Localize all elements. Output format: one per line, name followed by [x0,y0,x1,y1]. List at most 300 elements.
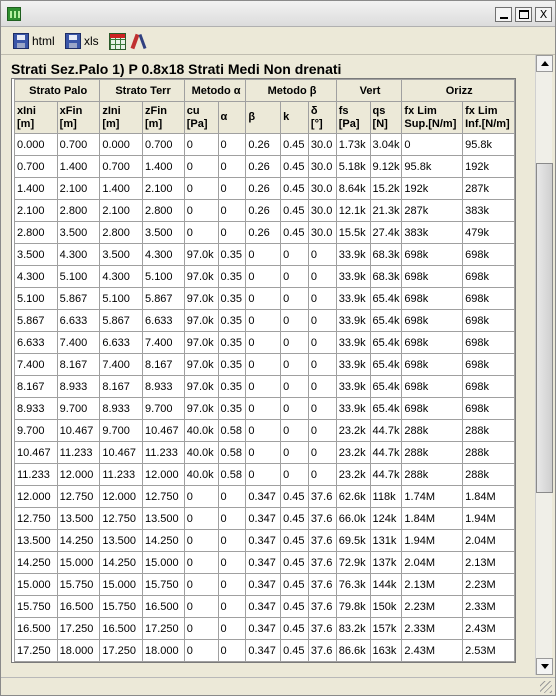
table-cell: 2.33M [463,596,515,618]
table-cell: 4.300 [100,266,143,288]
table-cell: 30.0 [308,134,336,156]
table-cell: 0 [184,508,218,530]
column-header[interactable] [463,102,515,134]
table-cell: 11.233 [143,442,185,464]
table-cell: 192k [463,156,515,178]
table-cell: 0.000 [15,134,58,156]
table-cell: 1.400 [15,178,58,200]
table-row [15,486,515,508]
table-cell: 65.4k [370,288,402,310]
table-cell: 17.250 [143,618,185,640]
table-row [15,640,515,662]
table-cell: 2.13M [402,574,463,596]
table-cell: 0.45 [281,574,309,596]
table-row [15,618,515,640]
table-cell: 7.400 [57,332,100,354]
table-row [15,420,515,442]
table-cell: 40.0k [184,420,218,442]
table-cell: 698k [402,398,463,420]
column-header-unit: [Pa] [338,117,360,130]
export-xls-button[interactable] [65,30,99,52]
table-cell: 0 [184,618,218,640]
table-cell: 0 [281,244,309,266]
table-cell: 97.0k [184,398,218,420]
table-cell: 8.933 [15,398,58,420]
table-cell: 0 [218,640,246,662]
column-header-unit: [Pa] [186,117,208,130]
table-cell: 0.35 [218,376,246,398]
scrollbar-thumb[interactable] [536,163,553,493]
table-row [15,310,515,332]
table-cell: 0 [246,376,281,398]
table-cell: 698k [402,288,463,310]
table-cell: 0.26 [246,156,281,178]
table-cell: 0 [281,376,309,398]
table-cell: 18.000 [57,640,100,662]
table-cell: 0.45 [281,596,309,618]
table-cell: 2.23M [402,596,463,618]
table-cell: 12.000 [143,464,185,486]
table-cell: 68.3k [370,266,402,288]
table-cell: 15.5k [336,222,370,244]
table-cell: 13.500 [15,530,58,552]
table-cell: 0 [281,288,309,310]
table-cell: 2.04M [402,552,463,574]
table-cell: 0.347 [246,552,281,574]
table-row [15,288,515,310]
column-header[interactable] [100,102,143,134]
table-cell: 33.9k [336,266,370,288]
table-cell: 15.750 [143,574,185,596]
table-row [15,376,515,398]
table-cell: 65.4k [370,310,402,332]
table-cell: 288k [402,420,463,442]
column-header[interactable] [143,102,185,134]
scroll-down-button[interactable] [536,658,553,675]
column-header-name: xIni [17,104,36,117]
table-cell: 0 [184,640,218,662]
table-cell: 97.0k [184,310,218,332]
column-header-unit: [m] [17,117,35,130]
column-header-name: zIni [102,104,121,117]
table-cell: 79.8k [336,596,370,618]
group-header: Strato Terr [100,80,184,102]
table-cell: 287k [402,200,463,222]
table-cell: 0 [246,244,281,266]
table-cell: 44.7k [370,464,402,486]
table-cell: 2.800 [57,200,100,222]
table-cell: 65.4k [370,354,402,376]
table-cell: 9.700 [143,398,185,420]
results-table [14,79,515,662]
table-cell: 1.84M [402,508,463,530]
table-cell: 5.867 [57,288,100,310]
column-header-name: δ [310,104,318,117]
table-cell: 698k [463,244,515,266]
column-header-row [15,102,515,134]
table-cell: 2.23M [463,574,515,596]
table-cell: 0 [218,508,246,530]
table-cell: 0.45 [281,640,309,662]
table-cell: 23.2k [336,442,370,464]
table-cell: 5.867 [15,310,58,332]
table-cell: 2.43M [463,618,515,640]
table-cell: 2.53M [463,640,515,662]
table-cell: 2.13M [463,552,515,574]
table-cell: 5.18k [336,156,370,178]
table-cell: 37.6 [308,596,336,618]
column-header-name: α [220,111,228,123]
minimize-icon [500,17,508,19]
table-cell: 8.167 [15,376,58,398]
table-cell: 1.74M [402,486,463,508]
table-cell: 40.0k [184,464,218,486]
table-cell: 2.800 [100,222,143,244]
table-cell: 5.100 [57,266,100,288]
table-cell: 0 [308,442,336,464]
table-cell: 698k [402,310,463,332]
table-cell: 0.700 [15,156,58,178]
table-cell: 12.750 [143,486,185,508]
table-cell: 30.0 [308,200,336,222]
table-cell: 0 [281,354,309,376]
table-cell: 479k [463,222,515,244]
table-cell: 0.347 [246,508,281,530]
table-cell: 17.250 [15,640,58,662]
table-cell: 0.45 [281,486,309,508]
table-cell: 0 [281,332,309,354]
export-html-button[interactable] [13,30,55,52]
column-header[interactable] [218,102,246,134]
save-disk-icon [65,33,81,49]
table-cell: 157k [370,618,402,640]
table-cell: 0.45 [281,530,309,552]
table-cell: 5.100 [143,266,185,288]
table-cell: 8.64k [336,178,370,200]
table-row [15,508,515,530]
table-cell: 118k [370,486,402,508]
table-row [15,156,515,178]
table-cell: 0.35 [218,244,246,266]
table-row [15,266,515,288]
table-cell: 0.58 [218,442,246,464]
maximize-button[interactable] [515,7,532,22]
table-cell: 15.000 [15,574,58,596]
table-cell: 163k [370,640,402,662]
table-cell: 2.100 [100,200,143,222]
table-cell: 698k [463,288,515,310]
group-header: Strato Palo [15,80,100,102]
column-header[interactable] [246,102,281,134]
table-cell: 0 [218,486,246,508]
arrow-down-icon [541,664,549,669]
table-cell: 0.700 [57,134,100,156]
table-cell: 0 [184,596,218,618]
table-cell: 6.633 [15,332,58,354]
table-cell: 0 [184,574,218,596]
table-cell: 13.500 [57,508,100,530]
table-cell: 37.6 [308,486,336,508]
table-cell: 65.4k [370,376,402,398]
table-cell: 150k [370,596,402,618]
table-view-button[interactable] [109,30,126,52]
table-cell: 0.35 [218,266,246,288]
table-cell: 698k [463,354,515,376]
table-cell: 6.633 [57,310,100,332]
table-cell: 33.9k [336,288,370,310]
table-cell: 83.2k [336,618,370,640]
column-header[interactable] [184,102,218,134]
table-cell: 15.750 [100,596,143,618]
table-cell: 8.933 [57,376,100,398]
table-row [15,354,515,376]
table-cell: 3.04k [370,134,402,156]
table-cell: 0.45 [281,508,309,530]
table-cell: 15.750 [57,574,100,596]
table-cell: 0.26 [246,200,281,222]
table-cell: 0 [184,222,218,244]
vertical-scrollbar[interactable] [535,55,552,675]
table-cell: 124k [370,508,402,530]
column-header-unit: Sup.[N/m] [404,117,457,130]
column-header-name: xFin [59,104,83,117]
grid-table-icon [109,33,126,50]
table-cell: 287k [463,178,515,200]
table-cell: 0 [281,420,309,442]
table-cell: 95.8k [463,134,515,156]
table-cell: 6.633 [143,310,185,332]
column-header-unit: [m] [59,117,77,130]
table-cell: 40.0k [184,442,218,464]
table-cell: 0 [308,420,336,442]
group-header: Metodo β [246,80,336,102]
app-icon[interactable] [7,7,21,21]
table-cell: 3.500 [57,222,100,244]
table-cell: 18.000 [143,640,185,662]
table-cell: 144k [370,574,402,596]
table-cell: 698k [463,376,515,398]
title-bar[interactable] [1,1,555,27]
toolbar [1,27,555,55]
table-cell: 0.45 [281,200,309,222]
table-cell: 0 [184,200,218,222]
table-cell: 13.500 [143,508,185,530]
group-header: Metodo α [184,80,246,102]
table-cell: 0 [218,596,246,618]
table-cell: 0.26 [246,134,281,156]
table-cell: 21.3k [370,200,402,222]
table-cell: 288k [402,442,463,464]
table-cell: 0.347 [246,640,281,662]
table-cell: 30.0 [308,222,336,244]
table-cell: 23.2k [336,420,370,442]
table-cell: 0 [402,134,463,156]
column-header[interactable] [57,102,100,134]
column-header[interactable] [15,102,58,134]
table-cell: 192k [402,178,463,200]
table-cell: 1.94M [402,530,463,552]
close-button[interactable] [535,7,552,22]
resize-grip-icon[interactable] [540,681,552,693]
group-header: Orizz [402,80,515,102]
table-cell: 0.45 [281,552,309,574]
table-cell: 14.250 [15,552,58,574]
table-cell: 11.233 [15,464,58,486]
table-cell: 0.35 [218,310,246,332]
table-cell: 0 [218,222,246,244]
table-cell: 9.700 [100,420,143,442]
table-cell: 33.9k [336,354,370,376]
table-cell: 12.750 [15,508,58,530]
table-cell: 12.1k [336,200,370,222]
table-cell: 33.9k [336,244,370,266]
table-cell: 2.100 [143,178,185,200]
table-cell: 698k [463,398,515,420]
table-cell: 0 [218,574,246,596]
table-cell: 698k [402,354,463,376]
table-cell: 0 [184,486,218,508]
table-cell: 0 [246,288,281,310]
table-cell: 0.700 [143,134,185,156]
table-cell: 0 [308,332,336,354]
maximize-icon [519,10,529,19]
table-cell: 698k [402,332,463,354]
column-header[interactable] [336,102,370,134]
table-cell: 7.400 [100,354,143,376]
table-row [15,596,515,618]
table-cell: 0 [308,398,336,420]
table-cell: 0 [308,376,336,398]
table-cell: 14.250 [143,530,185,552]
table-cell: 5.100 [15,288,58,310]
table-cell: 0 [308,354,336,376]
table-cell: 7.400 [15,354,58,376]
table-cell: 0 [281,398,309,420]
table-cell: 0 [218,618,246,640]
table-cell: 15.2k [370,178,402,200]
column-header[interactable] [402,102,463,134]
table-cell: 288k [463,464,515,486]
table-cell: 0.35 [218,288,246,310]
table-cell: 0.000 [100,134,143,156]
table-cell: 3.500 [143,222,185,244]
table-cell: 1.400 [100,178,143,200]
table-cell: 0 [281,310,309,332]
table-cell: 0.347 [246,574,281,596]
arrow-up-icon [541,61,549,66]
table-cell: 0.45 [281,178,309,200]
column-header-name: fx Lim [465,104,498,117]
table-cell: 0.347 [246,486,281,508]
table-cell: 37.6 [308,618,336,640]
table-cell: 2.100 [57,178,100,200]
table-cell: 44.7k [370,442,402,464]
table-cell: 0 [246,332,281,354]
table-cell: 15.000 [100,574,143,596]
table-cell: 95.8k [402,156,463,178]
table-cell: 383k [402,222,463,244]
table-cell: 97.0k [184,266,218,288]
table-row [15,552,515,574]
table-cell: 698k [402,244,463,266]
table-cell: 8.167 [57,354,100,376]
table-cell: 33.9k [336,310,370,332]
table-row [15,200,515,222]
table-cell: 1.400 [143,156,185,178]
table-cell: 97.0k [184,244,218,266]
column-header-name: fx Lim [404,104,437,117]
table-cell: 5.867 [100,310,143,332]
table-cell: 0.347 [246,530,281,552]
column-header[interactable] [370,102,402,134]
table-cell: 0.26 [246,178,281,200]
table-cell: 4.300 [15,266,58,288]
table-cell: 0 [281,442,309,464]
minimize-button[interactable] [495,7,512,22]
results-table-viewport[interactable] [11,78,516,663]
table-cell: 69.5k [336,530,370,552]
table-cell: 97.0k [184,354,218,376]
table-cell: 97.0k [184,332,218,354]
export-html-label: html [32,34,55,48]
table-cell: 12.750 [57,486,100,508]
table-cell: 65.4k [370,398,402,420]
tools-button[interactable] [131,30,148,52]
table-cell: 4.300 [143,244,185,266]
table-cell: 4.300 [57,244,100,266]
scroll-up-button[interactable] [536,55,553,72]
table-row [15,134,515,156]
table-cell: 97.0k [184,288,218,310]
table-cell: 15.000 [57,552,100,574]
table-cell: 0 [246,442,281,464]
table-cell: 12.000 [100,486,143,508]
table-cell: 16.500 [57,596,100,618]
table-cell: 698k [463,332,515,354]
table-cell: 8.933 [143,376,185,398]
table-cell: 14.250 [57,530,100,552]
table-cell: 13.500 [100,530,143,552]
column-header-name: zFin [145,104,168,117]
table-cell: 0.347 [246,618,281,640]
column-header-unit: [N] [372,117,388,130]
table-cell: 37.6 [308,530,336,552]
table-cell: 288k [463,420,515,442]
table-cell: 0 [246,266,281,288]
table-cell: 10.467 [57,420,100,442]
table-cell: 17.250 [57,618,100,640]
status-bar [1,677,555,695]
column-header[interactable] [308,102,336,134]
table-row [15,222,515,244]
save-disk-icon [13,33,29,49]
table-cell: 10.467 [143,420,185,442]
table-cell: 37.6 [308,552,336,574]
table-cell: 9.12k [370,156,402,178]
table-cell: 11.233 [57,442,100,464]
table-cell: 0 [246,464,281,486]
table-cell: 2.33M [402,618,463,640]
table-cell: 383k [463,200,515,222]
table-cell: 0 [308,266,336,288]
table-cell: 0 [308,464,336,486]
table-cell: 10.467 [15,442,58,464]
table-cell: 86.6k [336,640,370,662]
table-cell: 0.45 [281,156,309,178]
column-header[interactable] [281,102,309,134]
table-cell: 5.867 [143,288,185,310]
table-cell: 0 [308,288,336,310]
